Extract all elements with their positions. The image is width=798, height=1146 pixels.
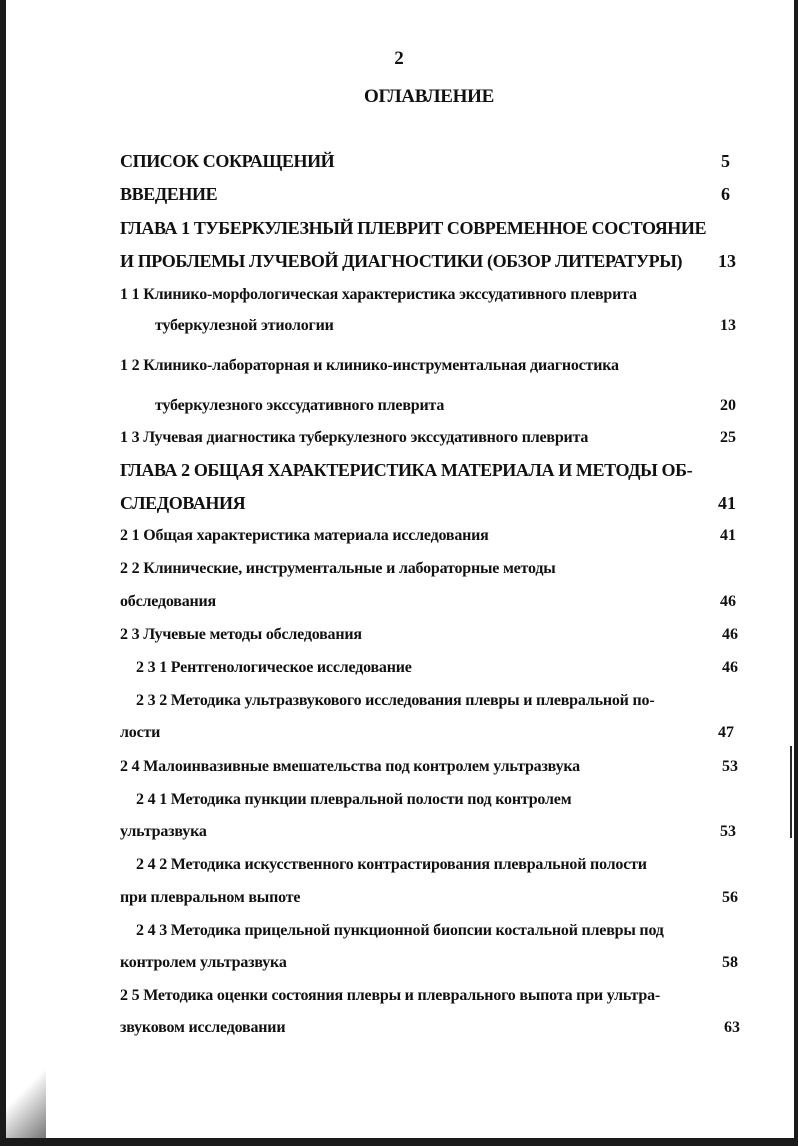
toc-entry-text: туберкулезной этиологии	[155, 317, 334, 334]
toc-entry-text: обследования	[120, 593, 216, 610]
toc-entry-text: СПИСОК СОКРАЩЕНИЙ	[120, 151, 335, 171]
toc-entry-page: 63	[724, 1019, 740, 1036]
page-number: 2	[394, 48, 404, 69]
toc-entry-text: 2 1 Общая характеристика материала исследования	[120, 527, 489, 544]
toc-entry-text: 2 2 Клинические, инструментальные и лабораторные методы	[120, 560, 556, 577]
toc-entry-text: 2 4 3 Методика прицельной пункционной биопсии костальной плевры под	[136, 922, 664, 939]
toc-entry-text: 2 4 2 Методика искусственного контрастирования плевральной полости	[136, 856, 647, 873]
toc-entry-text: ГЛАВА 1 ТУБЕРКУЛЕЗНЫЙ ПЛЕВРИТ СОВРЕМЕННОЕ СОСТОЯНИЕ	[120, 218, 707, 238]
toc-entry-page: 41	[718, 493, 736, 513]
toc-entry-text: ультразвука	[120, 823, 207, 840]
toc-entry-text: ВВЕДЕНИЕ	[120, 184, 218, 204]
toc-entry-page: 41	[720, 527, 736, 544]
toc-entry-text: 2 4 Малоинвазивные вмешательства под контролем ультразвука	[120, 758, 580, 775]
toc-entry-text: ГЛАВА 2 ОБЩАЯ ХАРАКТЕРИСТИКА МАТЕРИАЛА И МЕТОДЫ ОБ-	[120, 460, 693, 480]
toc-entry-page: 53	[720, 823, 736, 840]
toc-entry-text: лости	[120, 724, 161, 741]
toc-entry-text: 1 1 Клинико-морфологическая характеристика экссудативного плеврита	[120, 286, 637, 303]
scan-edge-left	[0, 0, 6, 1146]
scan-edge-bottom	[0, 1138, 798, 1146]
toc-entry-page: 46	[722, 659, 738, 676]
toc-entry-text: при плевральном выпоте	[120, 889, 301, 906]
toc-entry-text: контролем ультразвука	[120, 954, 287, 971]
toc-entry-page: 20	[720, 397, 736, 414]
toc-entry-page: 5	[721, 151, 730, 171]
toc-entry-text: туберкулезного экссудативного плеврита	[155, 397, 445, 414]
toc-entry-page: 46	[722, 626, 738, 643]
toc-entry-page: 53	[722, 758, 738, 775]
toc-entry-page: 6	[721, 184, 730, 204]
toc-entry-text: 2 4 1 Методика пункции плевральной полости под контролем	[136, 791, 572, 808]
toc-entry-text: 1 3 Лучевая диагностика туберкулезного экссудативного плеврита	[120, 429, 589, 446]
toc-entry-text: СЛЕДОВАНИЯ	[120, 493, 246, 513]
toc-entry-page: 25	[720, 429, 736, 446]
toc-entry-page: 13	[718, 251, 736, 271]
toc-entry-text: 2 5 Методика оценки состояния плевры и плеврального выпота при ультра-	[120, 987, 661, 1004]
toc-entry-page: 47	[718, 724, 734, 741]
toc-entry-page: 56	[722, 889, 738, 906]
toc-entry-text: 2 3 Лучевые методы обследования	[120, 626, 362, 643]
toc-entry-text: 2 3 2 Методика ультразвукового исследования плевры и плевральной по-	[136, 692, 655, 709]
toc-entry-text: 2 3 1 Рентгенологическое исследование	[136, 659, 412, 676]
toc-entry-page: 46	[720, 593, 736, 610]
scan-corner-noise	[6, 1060, 46, 1138]
toc-entry-text: 1 2 Клинико-лабораторная и клинико-инструментальная диагностика	[120, 357, 619, 374]
toc-entry-text: звуковом исследовании	[120, 1019, 286, 1036]
page-title: ОГЛАВЛЕНИЕ	[364, 86, 494, 107]
scan-edge-mark	[790, 746, 792, 838]
toc-entry-text: И ПРОБЛЕМЫ ЛУЧЕВОЙ ДИАГНОСТИКИ (ОБЗОР ЛИТЕРАТУРЫ)	[120, 251, 683, 271]
toc-entry-page: 58	[722, 954, 738, 971]
toc-entry-page: 13	[720, 317, 736, 334]
scan-edge-right	[794, 0, 798, 1146]
